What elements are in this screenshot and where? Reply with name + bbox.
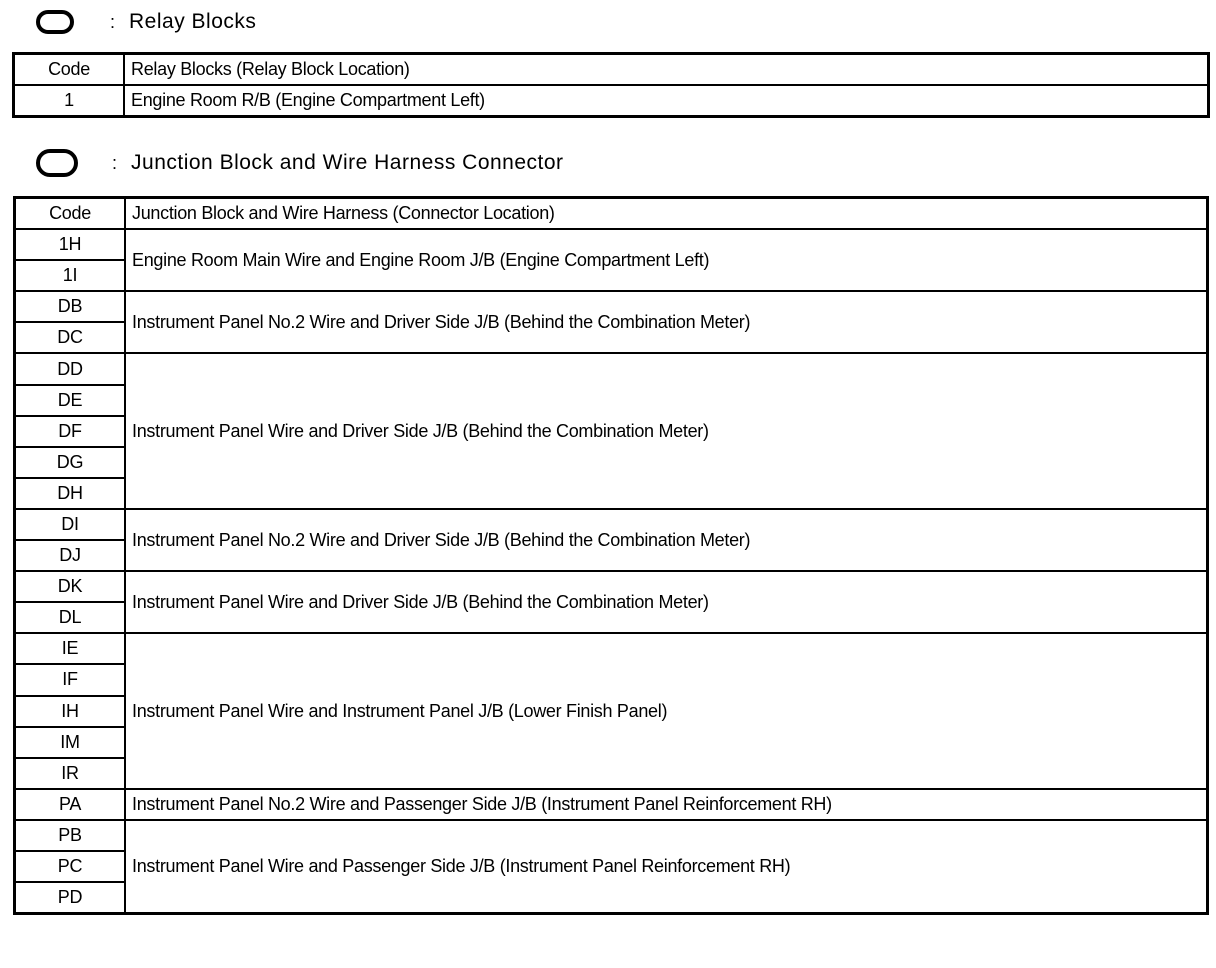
table-row	[15, 820, 1208, 851]
code-cell: DC	[15, 322, 126, 353]
code-cell: IF	[15, 664, 126, 695]
code-cell: PA	[15, 789, 126, 820]
table-row	[15, 353, 1208, 384]
code-cell: IE	[15, 633, 126, 664]
legend-colon: :	[112, 152, 118, 173]
code-cell: 1	[14, 85, 125, 117]
code-cell: PD	[15, 882, 126, 914]
relay-blocks-legend	[36, 6, 256, 38]
table-header-row	[14, 54, 1209, 86]
code-cell: IM	[15, 727, 126, 758]
junction-block-table	[13, 196, 1209, 915]
code-cell: DB	[15, 291, 126, 322]
junction-block-symbol-icon	[36, 149, 78, 177]
relay-block-symbol-icon	[36, 10, 74, 34]
relay-blocks-table	[12, 52, 1210, 118]
table-header-row	[15, 198, 1208, 230]
location-cell: Instrument Panel Wire and Instrument Panel J/B (Lower Finish Panel)	[125, 633, 1208, 788]
junction-block-title: Junction Block and Wire Harness Connector	[131, 151, 564, 174]
code-cell: DJ	[15, 540, 126, 571]
code-cell: DK	[15, 571, 126, 602]
code-cell: DI	[15, 509, 126, 540]
code-cell: DH	[15, 478, 126, 509]
table-row	[15, 509, 1208, 540]
code-header: Code	[15, 198, 126, 230]
code-cell: PB	[15, 820, 126, 851]
location-cell: Instrument Panel Wire and Driver Side J/B (Behind the Combination Meter)	[125, 571, 1208, 633]
code-cell: DE	[15, 385, 126, 416]
code-cell: DL	[15, 602, 126, 633]
location-cell: Instrument Panel No.2 Wire and Driver Side J/B (Behind the Combination Meter)	[125, 291, 1208, 353]
table-row	[15, 229, 1208, 260]
code-cell: 1I	[15, 260, 126, 291]
code-header: Code	[14, 54, 125, 86]
table-row	[15, 571, 1208, 602]
code-cell: DD	[15, 353, 126, 384]
location-header: Relay Blocks (Relay Block Location)	[124, 54, 1209, 86]
code-cell: IR	[15, 758, 126, 789]
table-row	[15, 633, 1208, 664]
location-cell: Instrument Panel No.2 Wire and Passenger Side J/B (Instrument Panel Reinforcement RH)	[125, 789, 1208, 820]
relay-blocks-title: Relay Blocks	[129, 10, 257, 33]
location-cell: Engine Room Main Wire and Engine Room J/B (Engine Compartment Left)	[125, 229, 1208, 291]
location-cell: Engine Room R/B (Engine Compartment Left)	[124, 85, 1209, 117]
location-header: Junction Block and Wire Harness (Connector Location)	[125, 198, 1208, 230]
table-row	[15, 789, 1208, 820]
location-cell: Instrument Panel Wire and Driver Side J/B (Behind the Combination Meter)	[125, 353, 1208, 508]
legend-colon: :	[110, 11, 116, 32]
junction-block-legend	[36, 146, 564, 180]
code-cell: 1H	[15, 229, 126, 260]
table-row	[15, 291, 1208, 322]
code-cell: DF	[15, 416, 126, 447]
location-cell: Instrument Panel Wire and Passenger Side J/B (Instrument Panel Reinforcement RH)	[125, 820, 1208, 914]
table-row	[14, 85, 1209, 117]
code-cell: PC	[15, 851, 126, 882]
code-cell: DG	[15, 447, 126, 478]
location-cell: Instrument Panel No.2 Wire and Driver Side J/B (Behind the Combination Meter)	[125, 509, 1208, 571]
code-cell: IH	[15, 696, 126, 727]
